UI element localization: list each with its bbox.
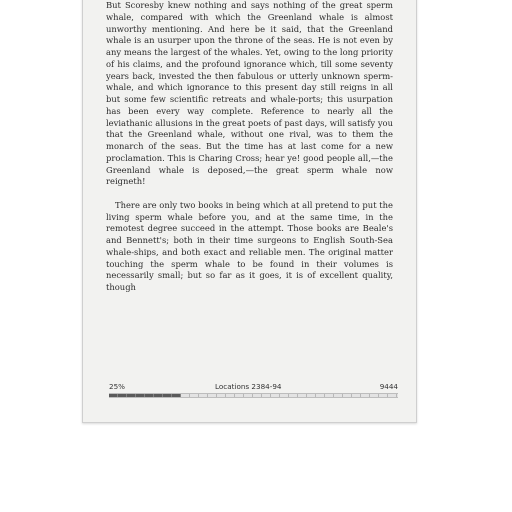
progress-bar[interactable] [109, 393, 398, 398]
total-locations: 9444 [379, 382, 398, 391]
book-text[interactable] [106, 0, 393, 294]
progress-bar-ticks [109, 394, 398, 397]
progress-percent: 25% [109, 382, 125, 391]
book-paragraph-2: There are only two books in being which at all pretend to put the living sperm whale before you, and at the same time, in the remotest degree succeed in the attempt. Those books are Beale's and Bennett's; both in their time surgeons to English South-Sea whale-ships, and both exact and reliable men. The original matter touching the sperm whale to be found in their volumes is necessarily small; but so far as it goes, it is of excellent quality, though [106, 199, 393, 292]
book-paragraph-1: But Scoresby knew nothing and says nothing of the great sperm whale, compared with which the Greenland whale is almost unworthy mentioning. And here be it said, that the Greenland whale is an usurper upon the throne of the seas. He is not even by any means the largest of the whales. Yet, owing to the long priority of his claims, and the profound ignorance which, till some seventy years back, invested the then fabulous or utterly unknown sperm-whale, and which ignorance to this present day still reigns in all but some few scientific retreats and whale-ports; this usurpation has been every way complete. Reference to nearly all the leviathanic allusions in the great poets of past days, will satisfy you that the Greenland whale, without one rival, was to them the monarch of the seas. But the time has at last come for a new proclamation. This is Charing Cross; hear ye! good people all,—the Greenland whale is deposed,—the great sperm whale now reigneth! [106, 0, 393, 187]
location-range: Locations 2384-94 [215, 382, 282, 391]
ereader-screen[interactable] [82, 0, 417, 423]
